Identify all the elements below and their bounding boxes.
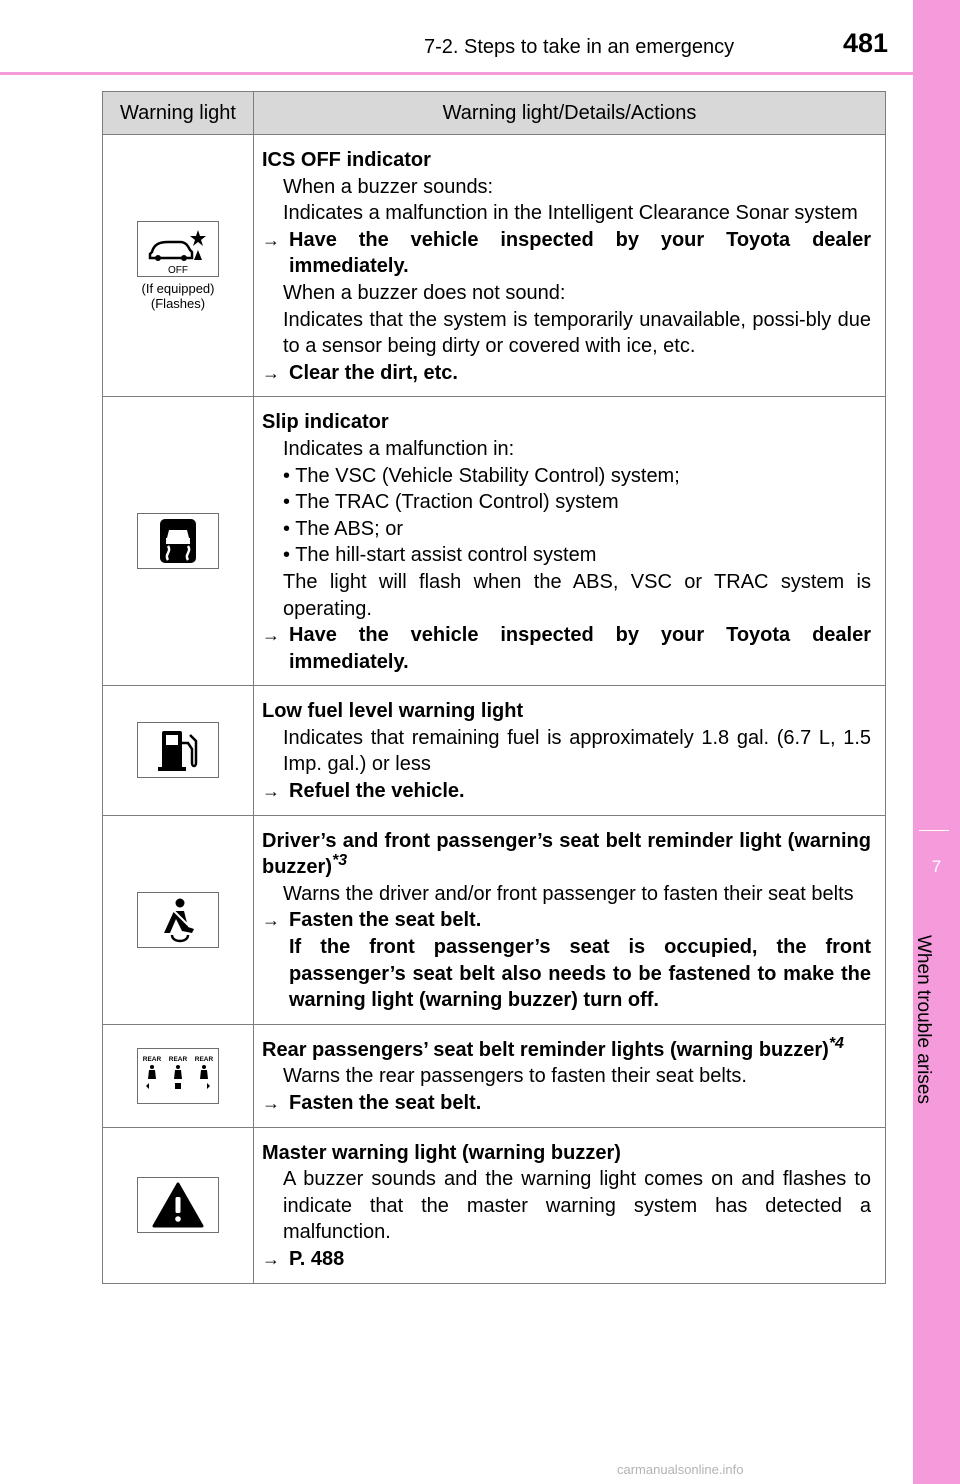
warning-light-table <box>102 91 886 1284</box>
arrow-icon: → <box>262 910 280 931</box>
rear-label: REAR <box>142 1055 162 1063</box>
detail-line: The light will flash when the ABS, VSC or TRAC system is operating. <box>283 570 871 620</box>
table-row <box>103 1024 886 1127</box>
table-row <box>103 815 886 1024</box>
icon-cell <box>103 815 254 1024</box>
warning-title-text: Driver’s and front passenger’s seat belt reminder light (warning buzzer) <box>262 829 871 879</box>
column-header-details: Warning light/Details/Actions <box>254 92 886 135</box>
action-text: Refuel the vehicle. <box>289 780 465 803</box>
warning-title <box>262 828 871 881</box>
warning-title <box>262 1034 871 1064</box>
icon-cell <box>103 686 254 815</box>
page-number: 481 <box>843 28 889 58</box>
bullet-item: • The TRAC (Traction Control) system <box>283 491 619 514</box>
arrow-icon: → <box>262 1248 280 1269</box>
action-text: Fasten the seat belt. <box>289 909 482 932</box>
icon-cell <box>103 397 254 686</box>
rear-seat-belt-icon <box>137 1048 219 1104</box>
warning-title: Slip indicator <box>262 411 389 434</box>
slip-indicator-icon <box>137 513 219 569</box>
action-line <box>262 1090 871 1117</box>
svg-text:OFF: OFF <box>168 264 188 276</box>
table-row <box>103 1127 886 1283</box>
arrow-icon: → <box>262 781 280 802</box>
bullet-item: • The ABS; or <box>283 517 404 540</box>
action-continuation: If the front passenger’s seat is occupied, the front passenger’s seat belt also needs to be fastened to make the warning light (warning buzzer) turn off. <box>289 936 871 1012</box>
details-cell <box>254 1127 886 1283</box>
action-line <box>262 907 871 934</box>
icon-cell <box>103 1127 254 1283</box>
action-line <box>262 227 871 280</box>
icon-cell <box>103 135 254 397</box>
detail-line: Indicates a malfunction in: <box>283 437 515 460</box>
warning-title: Low fuel level warning light <box>262 700 524 723</box>
details-cell <box>254 397 886 686</box>
action-text: Have the vehicle inspected by your Toyota dealer immediately. <box>289 624 871 673</box>
chapter-side-tab <box>913 0 960 1484</box>
action-text: Fasten the seat belt. <box>289 1092 482 1114</box>
page-reference-link[interactable]: P. 488 <box>289 1247 345 1270</box>
master-warning-icon <box>137 1177 219 1233</box>
arrow-icon: → <box>262 362 280 383</box>
details-cell <box>254 135 886 397</box>
details-cell <box>254 1024 886 1127</box>
details-cell <box>254 686 886 815</box>
icon-caption-if-equipped: (If equipped) <box>141 280 215 296</box>
action-line <box>262 360 871 387</box>
details-cell <box>254 815 886 1024</box>
section-title: 7-2. Steps to take in an emergency <box>424 36 735 58</box>
header-rule <box>0 72 913 75</box>
fuel-pump-icon <box>137 722 219 778</box>
detail-line: Indicates that remaining fuel is approximately 1.8 gal. (6.7 L, 1.5 Imp. gal.) or less <box>283 726 871 776</box>
icon-cell <box>103 1024 254 1127</box>
ics-off-icon <box>137 221 219 277</box>
table-row <box>103 135 886 397</box>
detail-line: Warns the rear passengers to fasten their seat belts. <box>283 1065 747 1088</box>
bullet-item: • The VSC (Vehicle Stability Control) system; <box>283 464 680 487</box>
warning-title-text: Rear passengers’ seat belt reminder lights (warning buzzer) <box>262 1038 829 1061</box>
table-row <box>103 397 886 686</box>
table-header-row <box>103 92 886 135</box>
footnote-ref: *4 <box>828 1034 844 1052</box>
warning-title: ICS OFF indicator <box>262 149 431 171</box>
rear-label: REAR <box>194 1055 214 1063</box>
chapter-title: When trouble arises <box>913 935 934 1104</box>
warning-title: Master warning light (warning buzzer) <box>262 1141 621 1164</box>
table-row <box>103 686 886 815</box>
detail-line: Indicates that the system is temporarily unavailable, possi-bly due to a sensor being dirty or covered with ice, etc. <box>283 308 871 358</box>
seat-belt-icon <box>137 892 219 948</box>
icon-caption-flashes: (Flashes) <box>150 295 206 311</box>
chapter-number: 7 <box>931 857 942 876</box>
footnote-ref: *3 <box>332 852 348 870</box>
watermark: carmanualsonline.info <box>617 1462 744 1477</box>
action-text: Clear the dirt, etc. <box>289 361 458 384</box>
bullet-item: • The hill-start assist control system <box>283 544 597 567</box>
action-line <box>262 622 871 675</box>
action-text: Have the vehicle inspected by your Toyota dealer immediately. <box>289 228 871 278</box>
action-line <box>262 778 871 805</box>
action-line <box>262 1246 871 1273</box>
detail-line: Indicates a malfunction in the Intelligent Clearance Sonar system <box>283 202 858 225</box>
arrow-icon: → <box>262 229 280 250</box>
arrow-icon: → <box>262 625 280 646</box>
detail-line: When a buzzer does not sound: <box>283 281 566 304</box>
detail-line: When a buzzer sounds: <box>283 175 494 198</box>
side-tab-divider <box>919 830 949 831</box>
rear-label: REAR <box>168 1055 188 1063</box>
detail-line: Warns the driver and/or front passenger to fasten their seat belts <box>283 882 854 905</box>
column-header-warning-light: Warning light <box>103 92 254 135</box>
arrow-icon: → <box>262 1093 280 1113</box>
detail-line: A buzzer sounds and the warning light comes on and flashes to indicate that the master warning system has detected a malfunction. <box>283 1168 871 1244</box>
